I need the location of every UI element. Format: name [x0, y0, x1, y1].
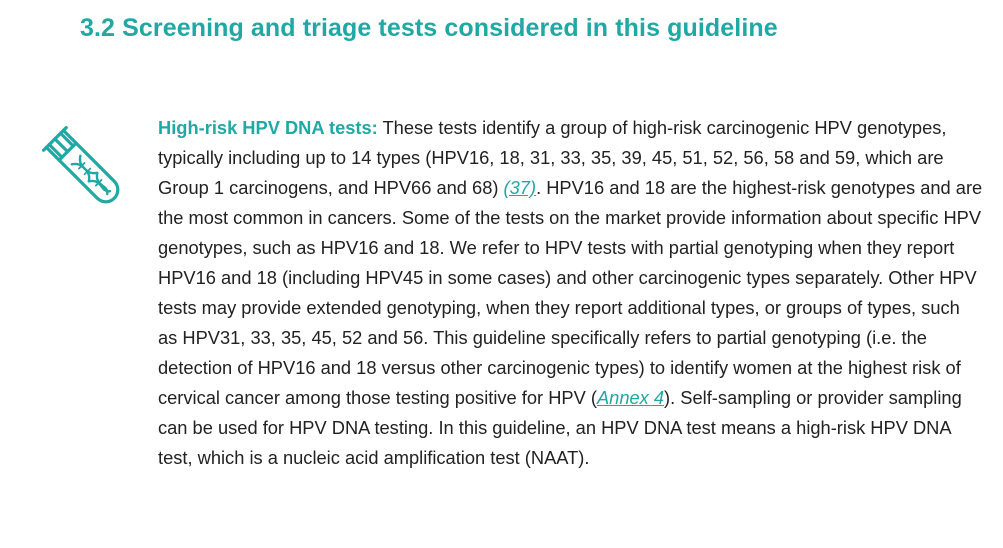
section-heading: 3.2 Screening and triage tests considered in this guideline: [80, 14, 778, 42]
hpv-dna-tests-paragraph: [158, 113, 983, 473]
reference-37-link[interactable]: (37): [503, 177, 537, 198]
paragraph-text-3: ). Self-sampling or provider sampling can be used for HPV DNA testing. In this guideline, an HPV DNA test means a high-risk HPV DNA test, which is a nucleic acid amplification test (NAAT).: [158, 387, 962, 468]
term-label: High-risk HPV DNA tests:: [158, 117, 378, 138]
annex-4-link[interactable]: Annex 4: [596, 387, 665, 408]
paragraph-text-2: . HPV16 and 18 are the highest-risk genotypes and are the most common in cancers. Some of the tests on the market provide information about specific HPV genotypes, such as HPV16 and 18. We refer to HPV tests with partial genotyping when they report HPV16 and 18 (including HPV45 in some cases) and other carcinogenic types separately. Other HPV tests may provide extended genotyping, when they report additional types, or groups of types, such as HPV31, 33, 35, 45, 52 and 56. This guideline specifically refers to partial genotyping (i.e. the detection of HPV16 and 18 versus other carcinogenic types) to identify women at the highest risk of cervical cancer among those testing positive for HPV (: [158, 177, 983, 408]
test-tube-dna-icon: [36, 120, 136, 220]
paragraph-text-1: These tests identify a group of high-risk carcinogenic HPV genotypes, typically including up to 14 types (HPV16, 18, 31, 33, 35, 39, 45, 51, 52, 56, 58 and 59, which are Group 1 carcinogens, and HPV66 and 68): [158, 117, 947, 198]
